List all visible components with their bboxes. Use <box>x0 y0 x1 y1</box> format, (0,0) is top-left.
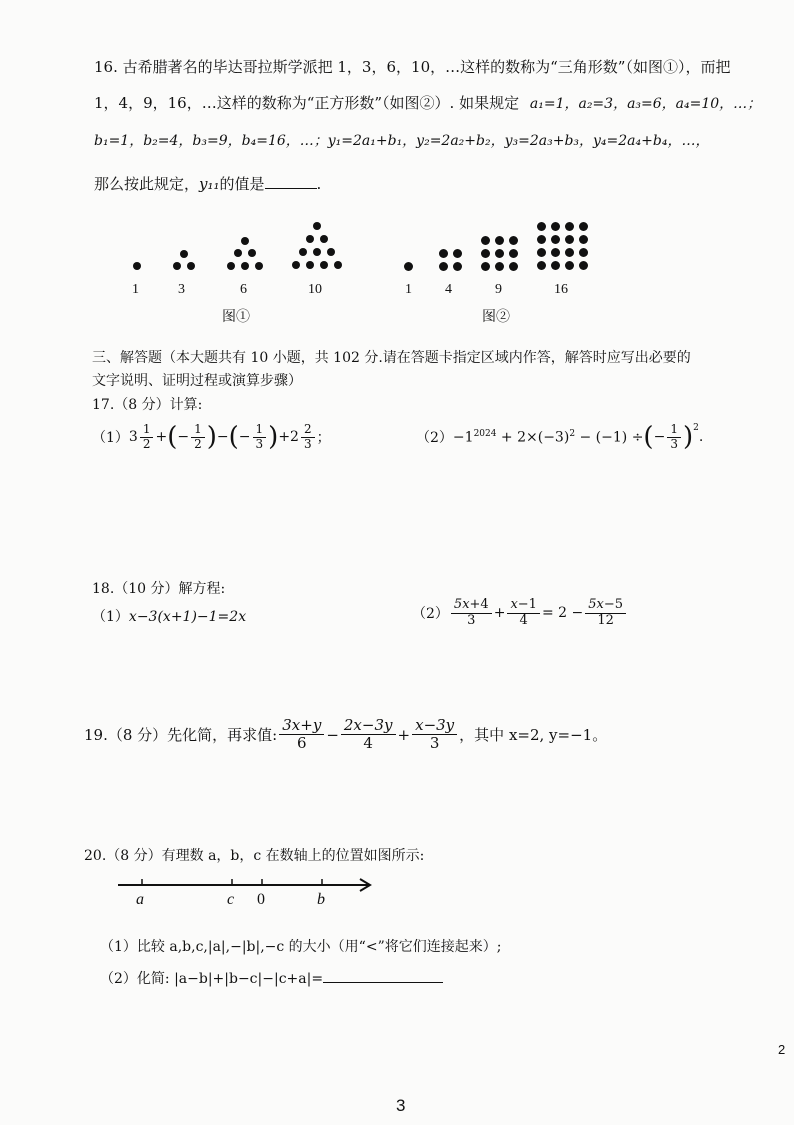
q16-line1: 16. 古希腊著名的毕达哥拉斯学派把 1，3，6，10，…这样的数称为“三角形数”（如图①），而把 <box>94 58 731 76</box>
section3-title-line2: 文字说明、证明过程或演算步骤） <box>92 373 302 389</box>
fig1-label-6: 6 <box>240 282 247 297</box>
q17-part2: （2） $-1^{2024} + 2\times(-3)^2 - (-1)$ ÷ ( − $\frac{1}{3}$ ) $^2$ . <box>416 422 704 453</box>
q19: 19.（8 分）先化简，再求值: $\frac{3x+y}{6}$ − $\frac{2x-3y}{4}$ + $\frac{x-3y}{3}$ ，其中 x=2, y=−1。 <box>84 716 608 753</box>
fig2-caption: 图② <box>482 310 510 325</box>
fig1-label-3: 3 <box>178 282 185 297</box>
fig2-label-1: 1 <box>405 282 412 297</box>
q20-answer-blank <box>323 982 443 983</box>
q18-part1 <box>92 606 246 626</box>
axis-label-a: a <box>136 891 144 908</box>
q17-heading: 17.（8 分）计算: <box>92 397 203 413</box>
number-line <box>110 868 380 916</box>
fig1-label-1: 1 <box>132 282 139 297</box>
side-mark: 2 <box>778 1042 786 1057</box>
q18-heading: 18.（10 分）解方程: <box>92 581 226 597</box>
q17-p1-label: （1） <box>92 430 129 447</box>
axis-label-b: b <box>317 891 325 908</box>
q16-line2 <box>94 92 761 113</box>
q17-p2-end: . <box>698 429 704 446</box>
q16-y11: y₁₁ <box>199 175 220 193</box>
q18-p2-label: （2） <box>412 606 449 623</box>
q20-heading: 20.（8 分）有理数 a，b，c 在数轴上的位置如图所示: <box>84 848 425 864</box>
fig1-label-10: 10 <box>308 282 322 297</box>
q16-line3: b₁=1，b₂=4，b₃=9，b₄=16，…；y₁=2a₁+b₁，y₂=2a₂+b₂，y₃=2a₃+b₃，y₄=2a₄+b₄，…， <box>94 133 710 149</box>
fig2-label-9: 9 <box>495 282 502 297</box>
fig2-label-4: 4 <box>445 282 452 297</box>
q17-p1-end: ； <box>316 430 331 447</box>
page-number: 3 <box>396 1096 406 1115</box>
q16-line4-post: 的值是 <box>219 175 265 193</box>
fig1-caption: 图① <box>222 310 250 325</box>
q20-part2 <box>100 968 443 988</box>
q16-a-sequence: a₁=1，a₂=3，a₃=6，a₄=10，…； <box>529 96 762 112</box>
q16-answer-blank <box>265 188 317 189</box>
q17-p2-label: （2） <box>416 430 453 447</box>
axis-label-c: c <box>227 891 235 908</box>
q19-heading: 19.（8 分）先化简，再求值: <box>84 726 278 745</box>
axis-label-0: 0 <box>257 891 265 908</box>
q16-line4 <box>94 173 321 194</box>
q18-part2: （2） $\frac{5x+4}{3}$ + $\frac{x-1}{4}$ = 2 − $\frac{5x-5}{12}$ <box>412 598 628 629</box>
q18-p1-expr: x−3(x+1)−1=2x <box>128 609 247 625</box>
q19-tail: ，其中 x=2, y=−1。 <box>459 726 608 745</box>
q17-part1: （1） 3 $\frac{1}{2}$ + ( − $\frac{1}{2}$ ) − ( − $\frac{1}{3}$ ) +2 $\frac{2}{3}$ ； <box>92 422 331 453</box>
q20-part2-text: （2）化简: |a−b|+|b−c|−|c+a|= <box>100 971 324 987</box>
fig2-label-16: 16 <box>554 282 568 297</box>
q20-part1: （1）比较 a,b,c,|a|,−|b|,−c 的大小（用“<”将它们连接起来）; <box>100 939 502 955</box>
q16-line2-text: 1，4，9，16，…这样的数称为“正方形数”（如图②）. 如果规定 <box>94 94 520 112</box>
section3-title: 三、解答题（本大题共有 10 小题，共 102 分.请在答题卡指定区域内作答，解答时应写出必要的 <box>92 350 691 366</box>
q18-p1-label: （1） <box>92 609 129 625</box>
q16-line4-pre: 那么按此规定， <box>94 175 200 193</box>
q16-line4-end: . <box>316 175 322 193</box>
